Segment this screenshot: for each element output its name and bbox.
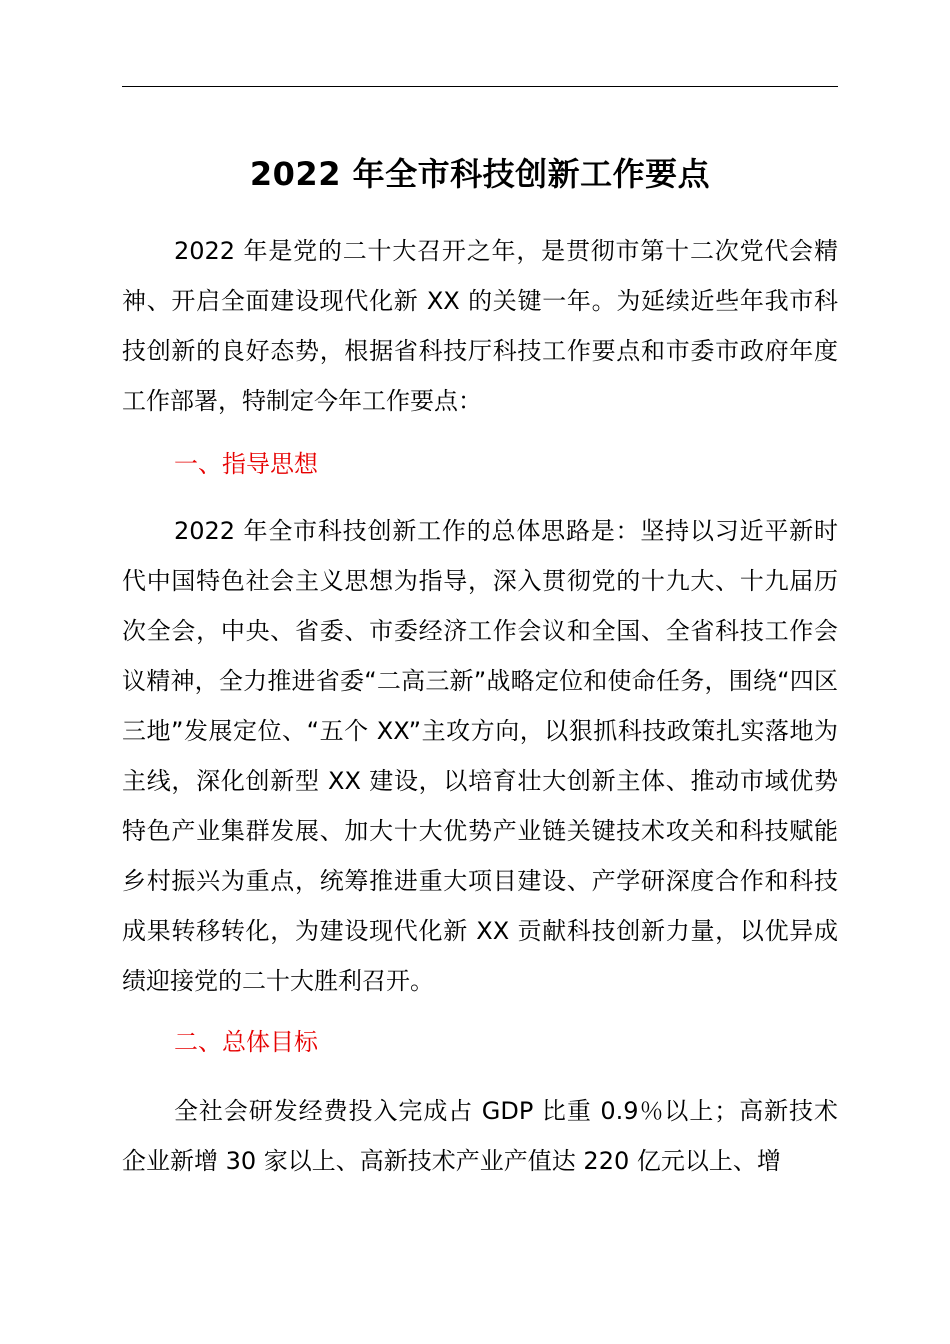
section-heading-guiding-ideology: 一、指导思想: [174, 450, 318, 478]
section-body-overall-goals: 全社会研发经费投入完成占 GDP 比重 0.9％以上；高新技术企业新增 30 家以上、高新技术产业产值达 220 亿元以上、增: [122, 1097, 838, 1175]
document-title: 2022 年全市科技创新工作要点: [249, 155, 711, 193]
section-heading-overall-goals: 二、总体目标: [174, 1028, 318, 1056]
section-body-guiding-ideology: 2022 年全市科技创新工作的总体思路是：坚持以习近平新时代中国特色社会主义思想为指导，深入贯彻党的十九大、十九届历次全会，中央、省委、市委经济工作会议和全国、全省科技工作会议精神，全力推进省委“二高三新”战略定位和使命任务，围绕“四区三地”发展定位、“五个 XX”主攻方向，以狠抓科技政策扎实落地为主线，深化创新型 XX 建设，以培育壮大创新主体、推动市域优势特色产业集群发展、加大十大优势产业链关键技术攻关和科技赋能乡村振兴为重点，统筹推进重大项目建设、产学研深度合作和科技成果转移转化，为建设现代化新 XX 贡献科技创新力量，以优异成绩迎接党的二十大胜利召开。: [122, 517, 838, 995]
intro-paragraph: 2022 年是党的二十大召开之年，是贯彻市第十二次党代会精神、开启全面建设现代化新 XX 的关键一年。为延续近些年我市科技创新的良好态势，根据省科技厅科技工作要点和市委市政府年度工作部署，特制定今年工作要点：: [122, 237, 838, 415]
header-rule: [122, 86, 838, 87]
